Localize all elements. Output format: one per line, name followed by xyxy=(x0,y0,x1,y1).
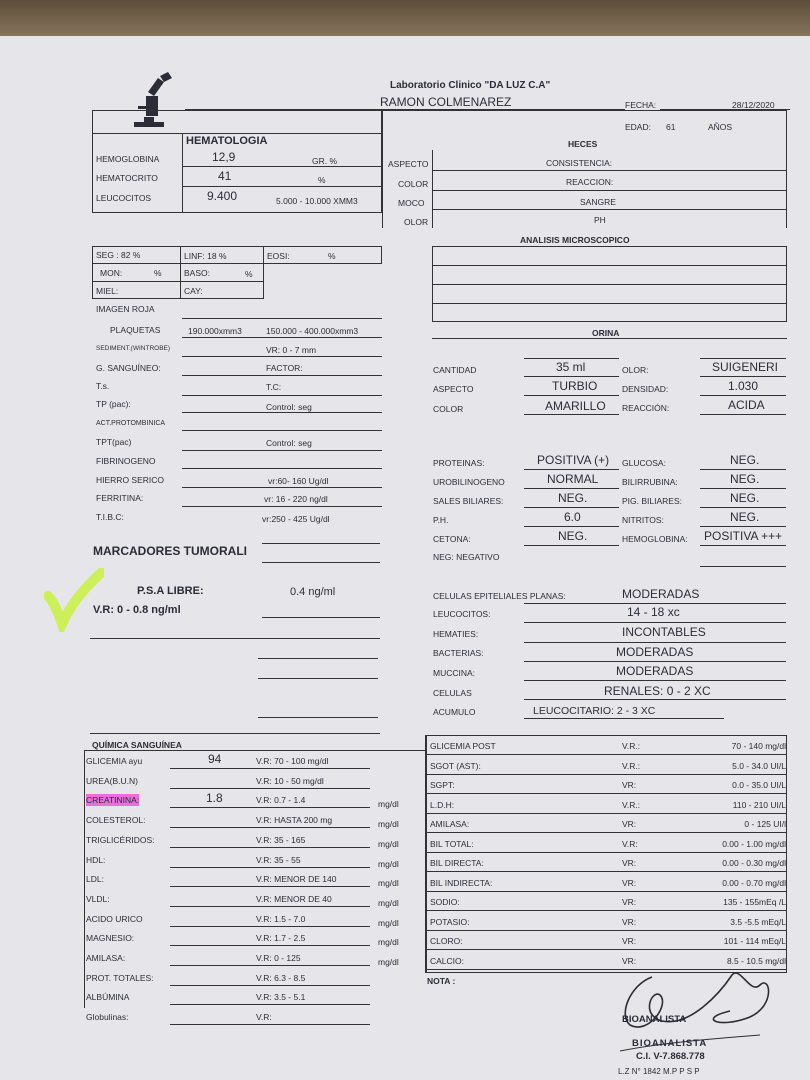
patient-name: RAMON COLMENAREZ xyxy=(380,95,512,109)
row-rule xyxy=(426,949,787,950)
row-rule xyxy=(170,926,370,927)
quimica-ref: V.R: 3.5 - 5.1 xyxy=(256,992,306,1002)
row-rule xyxy=(426,871,787,872)
sed-v-1: 14 - 18 xc xyxy=(627,605,680,619)
orina-lv-2: AMARILLO xyxy=(545,399,606,413)
quimica-label: VLDL: xyxy=(86,894,110,904)
row-rule xyxy=(170,945,370,946)
quimica-label: PROT. TOTALES: xyxy=(86,973,154,983)
quimica-right-label: BIL DIRECTA: xyxy=(430,858,484,868)
coag-mid-6: vr:60- 160 Ug/dl xyxy=(268,476,329,486)
leucocitos-value: 9.400 xyxy=(207,189,238,203)
row-rule xyxy=(170,965,370,966)
quimica-right-ref: 0.00 - 0.70 mg/dl xyxy=(722,878,786,888)
orina-r-1: DENSIDAD: xyxy=(622,384,669,394)
quimica-right-vr: V.R: xyxy=(622,839,638,849)
heces-olor: OLOR xyxy=(404,217,429,227)
quimica-right-label: SGPT: xyxy=(430,780,455,790)
orina-qr-1: BILIRRUBINA: xyxy=(622,477,678,487)
hematocrito-unit: % xyxy=(318,175,326,185)
orina-qr-2: PIG. BILIARES: xyxy=(622,496,682,506)
coag-label-6: HIERRO SERICO xyxy=(96,475,165,485)
quimica-right-vr: VR: xyxy=(622,897,637,907)
sed-v-0: MODERADAS xyxy=(622,587,700,601)
quimica-right-vr: V.R.: xyxy=(622,800,641,810)
diff-baso-pct: % xyxy=(245,269,253,279)
quimica-label: MAGNESIO: xyxy=(86,933,135,943)
sediment-ref: VR: 0 - 7 mm xyxy=(266,345,317,355)
orina-qlv-3: 6.0 xyxy=(564,510,581,524)
quimica-label: GLICEMIA ayu xyxy=(86,756,143,766)
row-rule xyxy=(426,774,787,775)
quimica-right-ref: 101 - 114 mEq/L xyxy=(723,936,786,946)
orina-l-2: COLOR xyxy=(433,404,464,414)
stamp-line-3: C.I. V-7.868.778 xyxy=(636,1051,705,1062)
quimica-ref: V.R: 70 - 100 mg/dl xyxy=(256,756,329,766)
sed-l-4: MUCCINA: xyxy=(433,668,476,678)
fecha-value: 28/12/2020 xyxy=(732,100,775,110)
quimica-right-vr: VR: xyxy=(622,780,637,790)
orina-ql-2: SALES BILIARES: xyxy=(433,496,504,506)
quimica-right-vr: VR: xyxy=(622,878,637,888)
hemoglobina-value: 12,9 xyxy=(212,150,236,164)
hematocrito-label: HEMATOCRITO xyxy=(96,173,158,183)
quimica-right-vr: V.R.: xyxy=(622,761,641,771)
quimica-right-ref: 0.00 - 1.00 mg/dl xyxy=(722,839,786,849)
quimica-right-label: SODIO: xyxy=(430,897,460,907)
orina-ql-0: PROTEINAS: xyxy=(433,458,485,468)
stamp-line-2: BIOANALISTA xyxy=(632,1038,708,1049)
quimica-right-ref: 3.5 -5.5 mEq/L xyxy=(730,917,786,927)
diff-linf: LINF: 18 % xyxy=(184,251,227,261)
orina-qrv-0: NEG. xyxy=(730,453,760,467)
quimica-right-ref: 5.0 - 34.0 UI/L xyxy=(732,761,786,771)
sed-l-5: CELULAS xyxy=(433,688,472,698)
quimica-value: 94 xyxy=(208,752,222,766)
orina-title: ORINA xyxy=(592,328,620,338)
orina-neg-note: NEG: NEGATIVO xyxy=(433,552,500,562)
diff-mon: MON: xyxy=(100,268,123,278)
orina-qr-4: HEMOGLOBINA: xyxy=(622,534,688,544)
coag-label-8: T.I.B.C: xyxy=(96,512,124,522)
quimica-ref: V.R: 0 - 125 xyxy=(256,953,301,963)
coag-mid-8: vr:250 - 425 Ug/dl xyxy=(262,514,330,524)
row-rule xyxy=(170,1024,370,1025)
quimica-unit: mg/dl xyxy=(378,819,399,829)
row-rule xyxy=(426,930,787,931)
row-rule xyxy=(426,832,787,833)
quimica-right-ref: 135 - 155mEq /L xyxy=(723,897,786,907)
sed-v-4: MODERADAS xyxy=(616,664,694,678)
coag-mid-2: Control: seg xyxy=(266,402,312,412)
heces-consistencia: CONSISTENCIA: xyxy=(546,158,613,168)
quimica-right-vr: VR: xyxy=(622,917,637,927)
diff-cay: CAY: xyxy=(184,286,203,296)
orina-rv-1: 1.030 xyxy=(728,379,759,393)
diff-eosi: EOSI: xyxy=(267,251,290,261)
hematocrito-value: 41 xyxy=(218,169,232,183)
quimica-right-label: L.D.H: xyxy=(430,800,455,810)
quimica-right-ref: 70 - 140 mg/dl xyxy=(731,741,786,751)
quimica-label: ACIDO URICO xyxy=(86,914,143,924)
marcadores-title: MARCADORES TUMORALI xyxy=(93,544,247,558)
row-rule xyxy=(426,910,787,911)
row-rule xyxy=(170,847,370,848)
quimica-unit: mg/dl xyxy=(378,839,399,849)
psa-value: 0.4 ng/ml xyxy=(290,586,336,598)
row-rule xyxy=(170,906,370,907)
sed-v-6: LEUCOCITARIO: 2 - 3 XC xyxy=(533,705,656,717)
heces-ph: PH xyxy=(594,215,606,225)
plaquetas-value: 190.000xmm3 xyxy=(188,326,242,336)
row-rule xyxy=(426,813,787,814)
quimica-ref: V.R: 0.7 - 1.4 xyxy=(256,795,306,805)
microscopico-title: ANALISIS MICROSCOPICO xyxy=(520,235,630,245)
quimica-ref: V.R: 35 - 165 xyxy=(256,835,306,845)
diff-miel: MIEL: xyxy=(96,286,119,296)
quimica-ref: V.R: 1.5 - 7.0 xyxy=(256,914,306,924)
leucocitos-ref: 5.000 - 10.000 XMM3 xyxy=(276,196,358,206)
quimica-right-label: AMILASA: xyxy=(430,819,470,829)
quimica-label: HDL: xyxy=(86,855,106,865)
orina-r-2: REACCIÓN: xyxy=(622,403,670,413)
quimica-right-label: CLORO: xyxy=(430,936,463,946)
psa-vr: V.R: 0 - 0.8 ng/ml xyxy=(93,604,181,616)
quimica-right-vr: VR: xyxy=(622,956,637,966)
lab-name: Laboratorio Clinico "DA LUZ C.A" xyxy=(390,80,551,91)
quimica-unit: mg/dl xyxy=(378,799,399,809)
coag-label-1: T.s. xyxy=(96,381,110,391)
quimica-ref: V.R: 35 - 55 xyxy=(256,855,301,865)
orina-l-0: CANTIDAD xyxy=(433,365,477,375)
orina-qlv-4: NEG. xyxy=(558,529,588,543)
quimica-unit: mg/dl xyxy=(378,918,399,928)
orina-lv-0: 35 ml xyxy=(556,360,586,374)
quimica-label: AMILASA: xyxy=(86,953,126,963)
quimica-right-vr: VR: xyxy=(622,858,637,868)
row-rule xyxy=(426,754,787,755)
fecha-label: FECHA: xyxy=(625,100,657,110)
coag-label-5: FIBRINOGENO xyxy=(96,456,156,466)
quimica-right-vr: VR: xyxy=(622,819,637,829)
coag-label-0: G. SANGUÍNEO: xyxy=(96,363,161,373)
orina-qr-3: NITRITOS: xyxy=(622,515,664,525)
orina-ql-3: P.H. xyxy=(433,515,449,525)
orina-ql-1: UROBILINOGENO xyxy=(433,477,505,487)
row-rule xyxy=(426,793,787,794)
row-rule xyxy=(170,807,370,808)
orina-rv-2: ACIDA xyxy=(728,398,765,412)
heces-color: COLOR xyxy=(398,179,429,189)
quimica-label: CREATININA: xyxy=(86,795,140,805)
orina-qlv-0: POSITIVA (+) xyxy=(537,453,610,467)
plaquetas-label: PLAQUETAS xyxy=(110,325,161,335)
orina-qlv-2: NEG. xyxy=(558,491,588,505)
sed-l-3: BACTERIAS: xyxy=(433,648,484,658)
quimica-right-ref: 0.0 - 35.0 UI/L xyxy=(732,780,786,790)
sed-l-0: CELULAS EPITELIALES PLANAS: xyxy=(433,591,566,601)
quimica-right-label: CALCIO: xyxy=(430,956,465,966)
quimica-label: Globulinas: xyxy=(86,1012,129,1022)
anos-label: AÑOS xyxy=(708,122,733,132)
hematologia-title: HEMATOLOGIA xyxy=(186,135,268,147)
coag-label-4: TPT(pac) xyxy=(96,437,132,447)
diff-seg: SEG : 82 % xyxy=(96,250,141,260)
quimica-unit: mg/dl xyxy=(378,898,399,908)
quimica-ref: V.R: MENOR DE 40 xyxy=(256,894,332,904)
quimica-ref: V.R: 1.7 - 2.5 xyxy=(256,933,306,943)
quimica-ref: V.R: MENOR DE 140 xyxy=(256,874,337,884)
quimica-right-vr: VR: xyxy=(622,936,637,946)
row-rule xyxy=(170,886,370,887)
sediment-label: SEDIMENT.(WINTROBE) xyxy=(96,345,171,352)
heces-aspecto: ASPECTO xyxy=(388,159,429,169)
quimica-label: ALBÚMINA xyxy=(86,992,130,1002)
imagen-roja: IMAGEN ROJA xyxy=(96,304,155,314)
row-rule xyxy=(170,867,370,868)
edad-label: EDAD: xyxy=(625,122,651,132)
sed-v-3: MODERADAS xyxy=(616,645,694,659)
background-surface xyxy=(0,0,810,40)
checkmark-highlight-icon xyxy=(44,568,104,632)
heces-title: HECES xyxy=(568,139,598,149)
row-rule xyxy=(170,788,370,789)
quimica-right-vr: V.R.: xyxy=(622,741,641,751)
row-rule xyxy=(170,827,370,828)
diff-mon-pct: % xyxy=(154,268,162,278)
quimica-right-label: POTASIO: xyxy=(430,917,470,927)
sed-l-2: HEMATIES: xyxy=(433,629,479,639)
stamp-line-4: L.Z N° 1842 M.P P S P xyxy=(618,1067,700,1076)
quimica-label: TRIGLICÉRIDOS: xyxy=(86,835,155,845)
coag-mid-0: FACTOR: xyxy=(266,363,303,373)
orina-qrv-4: POSITIVA +++ xyxy=(704,529,783,543)
heces-sangre: SANGRE xyxy=(580,197,616,207)
nota-label: NOTA : xyxy=(427,976,456,986)
orina-qr-0: GLUCOSA: xyxy=(622,458,666,468)
sed-v-5: RENALES: 0 - 2 XC xyxy=(604,684,711,698)
coag-label-3: ACT.PROTOMBINICA xyxy=(96,420,166,427)
quimica-label: UREA(B.U.N) xyxy=(86,776,138,786)
quimica-unit: mg/dl xyxy=(378,937,399,947)
quimica-right-ref: 8.5 - 10.5 mg/dl xyxy=(726,956,786,966)
orina-r-0: OLOR: xyxy=(622,365,649,375)
quimica-right-ref: 0 - 125 UI/l xyxy=(744,819,786,829)
sed-l-1: LEUCOCITOS: xyxy=(433,609,491,619)
quimica-right-label: SGOT (AST): xyxy=(430,761,481,771)
orina-l-1: ASPECTO xyxy=(433,384,474,394)
row-rule xyxy=(426,891,787,892)
orina-qrv-1: NEG. xyxy=(730,472,760,486)
coag-label-2: TP (pac): xyxy=(96,399,131,409)
hemoglobina-label: HEMOGLOBINA xyxy=(96,154,160,164)
quimica-right-label: BIL INDIRECTA: xyxy=(430,878,493,888)
quimica-title: QUÍMICA SANGUÍNEA xyxy=(92,740,182,750)
heces-moco: MOCO xyxy=(398,198,425,208)
orina-ql-4: CETONA: xyxy=(433,534,471,544)
quimica-ref: V.R: HASTA 200 mg xyxy=(256,815,333,825)
coag-mid-4: Control: seg xyxy=(266,438,312,448)
orina-lv-1: TURBIO xyxy=(552,379,598,393)
heces-reaccion: REACCION: xyxy=(566,177,614,187)
row-rule xyxy=(170,985,370,986)
quimica-right-ref: 0.00 - 0.30 mg/dl xyxy=(722,858,786,868)
quimica-unit: mg/dl xyxy=(378,957,399,967)
quimica-ref: V.R: 6.3 - 8.5 xyxy=(256,973,306,983)
sed-l-6: ACUMULO xyxy=(433,707,476,717)
quimica-right-label: GLICEMIA POST xyxy=(430,741,496,751)
edad-value: 61 xyxy=(666,122,676,132)
quimica-right-label: BIL TOTAL: xyxy=(430,839,474,849)
row-rule xyxy=(170,768,370,769)
plaquetas-ref: 150.000 - 400.000xmm3 xyxy=(266,326,359,336)
coag-mid-7: vr: 16 - 220 ng/dl xyxy=(264,494,328,504)
orina-qrv-3: NEG. xyxy=(730,510,760,524)
orina-qrv-2: NEG. xyxy=(730,491,760,505)
quimica-unit: mg/dl xyxy=(378,859,399,869)
quimica-unit: mg/dl xyxy=(378,878,399,888)
row-rule xyxy=(170,1004,370,1005)
quimica-right-ref: 110 - 210 UI/L xyxy=(732,800,786,810)
diff-eosi-pct: % xyxy=(328,251,336,261)
leucocitos-label: LEUCOCITOS xyxy=(96,193,152,203)
quimica-label: COLESTEROL: xyxy=(86,815,146,825)
orina-rv-0: SUIGENERI xyxy=(712,360,779,374)
diff-baso: BASO: xyxy=(184,268,210,278)
coag-mid-1: T.C: xyxy=(266,382,282,392)
row-rule xyxy=(426,852,787,853)
quimica-label: LDL: xyxy=(86,874,104,884)
psa-label: P.S.A LIBRE: xyxy=(137,585,204,597)
quimica-ref: V.R: 10 - 50 mg/dl xyxy=(256,776,324,786)
orina-qlv-1: NORMAL xyxy=(547,472,599,486)
quimica-ref: V.R: xyxy=(256,1012,272,1022)
stamp-line-1: BIOANALISTA xyxy=(622,1014,687,1025)
quimica-value: 1.8 xyxy=(206,791,223,805)
hemoglobina-unit: GR. % xyxy=(312,156,338,166)
coag-label-7: FERRITINA: xyxy=(96,493,144,503)
sed-v-2: INCONTABLES xyxy=(622,625,706,639)
